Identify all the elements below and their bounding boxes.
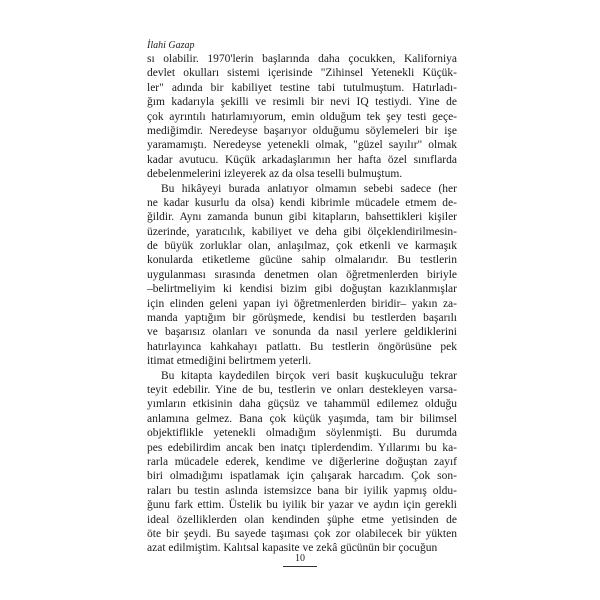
text-line: –belirtmeliyim ki kendisi bizim gibi doğuştan kazıklanmışlar	[147, 283, 457, 296]
text-line: üzerinde, yaratıcılık, kabiliyet ve deha gibi ölçeklendirilmesin-	[147, 225, 457, 238]
text-line: sı olabilir. 1970'lerin başlarında daha çocukken, Kaliforniya	[147, 53, 457, 65]
text-line: de büyük zorluklar olan, anlaşılmaz, çok etkenli ve karmaşık	[147, 240, 457, 253]
page-number-rule	[283, 566, 317, 567]
text-line: hatırlayınca kahkahayı patlattı. Bu testlerin öngörüsüne pek	[147, 340, 457, 353]
text-line: teyit edebilir. Yine de bu, testlerin ve onları destekleyen varsa-	[147, 383, 457, 396]
text-line: yımların etkisinin daha güçsüz ve tahammül edilemez olduğu	[147, 398, 457, 411]
text-line: çok ayrıntılı hatırlamıyorum, emin olduğum tek şey testi geçe-	[147, 110, 457, 123]
text-line: raları bu testin aslında istemsizce bana bir iyilik yapmış oldu-	[147, 484, 457, 497]
text-line: ler" adında bir kabiliyet testine tabi tutulmuştum. Hatırladı-	[147, 81, 457, 94]
text-line: ğunu fark ettim. Üstelik bu iyilik bir yazar ve aydın için gerekli	[147, 499, 457, 512]
text-line: kadar avutucu. Küçük arkadaşlarımın her hafta özel sınıflarda	[147, 153, 457, 166]
running-head: İlahi Gazap	[147, 40, 195, 51]
text-line: anlamına gelmez. Bana çok küçük yaşımda, tam bir bilimsel	[147, 412, 457, 425]
text-line: manda yaptığım bir görüşmede, kendisi bu testlerden başarılı	[147, 312, 457, 325]
paragraph	[147, 52, 457, 182]
text-line: konularda etiketleme gücüne sahip olmalarıdır. Bu testlerin	[147, 254, 457, 267]
text-line: ne kadar kusurlu da olsa) kendi kibrimle mücadele etmem de-	[147, 196, 457, 209]
text-line: ğım kadarıyla şekilli ve resimli bir nevi IQ testiydi. Yine de	[147, 96, 457, 109]
text-line: devlet okulları sistemi içerisinde "Zihinsel Yetenekli Küçük-	[147, 67, 457, 80]
paragraph	[147, 182, 457, 369]
text-line: azat edilmiştim. Kalıtsal kapasite ve zekâ gücünün bir çocuğun	[147, 542, 438, 555]
text-line: öte bir şeydi. Bu sayede taşıması çok zor olabilecek bir yükten	[147, 527, 457, 540]
text-line: pes edebilirdim ancak ben inatçı tiplerdendim. Yıllarımı bu ka-	[147, 441, 457, 454]
text-line: Bu hikâyeyi burada anlatıyor olmamın sebebi sadece (her	[161, 182, 457, 195]
text-line: debelenmelerini izleyerek az da olsa teselli bulmuştum.	[147, 168, 403, 181]
text-line: uygulanması sırasında denetmen olan öğretmenlerden biriyle	[147, 268, 457, 281]
text-line: itimat etmediğini belirtmem yeterli.	[147, 355, 312, 368]
text-line: biri olmadığımı ispatlamak için çalışarak harcadım. Çok son-	[147, 470, 457, 483]
text-line: ideal özelliklerden olan kendinden şüphe etme yetisinden de	[147, 513, 457, 526]
text-line: mediğimdir. Neredeyse başarıyor olduğumu söylemeleri bir işe	[147, 124, 457, 137]
paragraph	[147, 369, 457, 556]
text-line: objektiflikle yetenekli olmadığım söylenmişti. Bu durumda	[147, 427, 457, 440]
text-line: için elinden geleni yapan iyi öğretmenlerden biridir– yakın za-	[147, 297, 457, 310]
text-line: ğildir. Aynı zamanda bunun gibi kitapların, bahsettikleri kişiler	[147, 211, 457, 224]
text-line: Bu kitapta kaydedilen birçok veri basit kuşkuculuğu tekrar	[161, 369, 457, 382]
text-line: ve başarısız olanları ve sonunda da nasıl yerlere geldiklerini	[147, 326, 457, 339]
body-text	[147, 52, 457, 556]
page-number: 10	[295, 553, 305, 564]
text-line: rarla mücadele ederek, kendime ve diğerlerine doğuştan zayıf	[147, 455, 457, 468]
text-line: yaramamıştı. Neredeyse yetenekli olmak, "güzel sayılır" olmak	[147, 139, 457, 152]
